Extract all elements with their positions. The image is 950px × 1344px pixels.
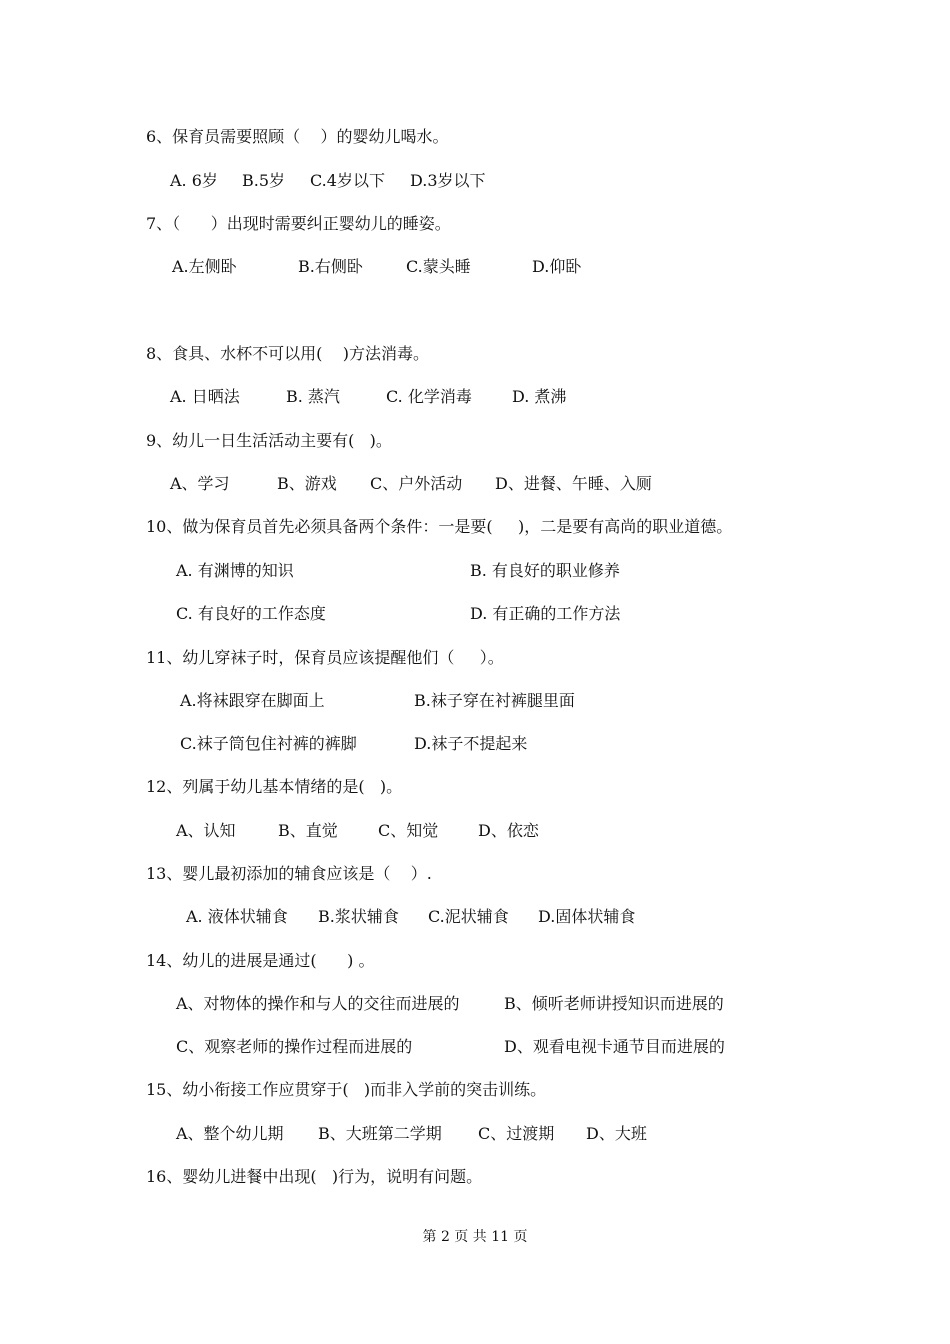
option: B. 有良好的职业修养: [470, 561, 620, 580]
option: B、直觉: [278, 821, 338, 840]
option: C、知觉: [378, 821, 439, 840]
option: B.浆状辅食: [318, 907, 399, 926]
option: D、进餐、午睡、入厕: [495, 474, 652, 493]
question-stem: 9、幼儿一日生活活动主要有( )。: [146, 431, 392, 450]
option: D、观看电视卡通节目而进展的: [504, 1037, 725, 1056]
option: D.3岁以下: [410, 171, 486, 190]
option: B.5岁: [242, 171, 286, 190]
option: B.右侧卧: [298, 257, 363, 276]
option: B、游戏: [277, 474, 337, 493]
option: A、整个幼儿期: [176, 1124, 284, 1143]
question-stem: 13、婴儿最初添加的辅食应该是（ ）.: [146, 864, 432, 883]
option: A. 日晒法: [170, 387, 240, 406]
option: D、大班: [586, 1124, 647, 1143]
question-stem: 14、幼儿的进展是通过( ) 。: [146, 951, 375, 970]
option: C.袜子筒包住衬裤的裤脚: [180, 734, 357, 753]
option: A.左侧卧: [172, 257, 237, 276]
option: C、过渡期: [478, 1124, 555, 1143]
question-stem: 7、（ ）出现时需要纠正婴幼儿的睡姿。: [146, 214, 451, 233]
question-stem: 12、列属于幼儿基本情绪的是( )。: [146, 777, 403, 796]
option: B.袜子穿在衬裤腿里面: [414, 691, 575, 710]
page-number: 第 2 页 共 11 页: [422, 1229, 528, 1245]
option: D. 煮沸: [512, 387, 567, 406]
option: D、依恋: [478, 821, 539, 840]
option: A、学习: [170, 474, 230, 493]
option: A. 有渊博的知识: [176, 561, 294, 580]
option: C. 化学消毒: [386, 387, 472, 406]
question-stem: 8、食具、水杯不可以用( )方法消毒。: [146, 344, 430, 363]
option: A.将袜跟穿在脚面上: [180, 691, 325, 710]
option: B、倾听老师讲授知识而进展的: [504, 994, 724, 1013]
question-stem: 10、做为保育员首先必须具备两个条件：一是要( )，二是要有高尚的职业道德。: [146, 517, 733, 536]
option: B. 蒸汽: [286, 387, 340, 406]
option: C.4岁以下: [310, 171, 385, 190]
option: C.泥状辅食: [428, 907, 509, 926]
question-stem: 6、保育员需要照顾（ ）的婴幼儿喝水。: [146, 127, 449, 146]
option: C、户外活动: [370, 474, 463, 493]
option: D. 有正确的工作方法: [470, 604, 621, 623]
option: D.袜子不提起来: [414, 734, 528, 753]
question-stem: 11、幼儿穿袜子时，保育员应该提醒他们（ ）。: [146, 648, 504, 667]
option: C、观察老师的操作过程而进展的: [176, 1037, 413, 1056]
option: A、认知: [176, 821, 236, 840]
option: C.蒙头睡: [406, 257, 471, 276]
option: C. 有良好的工作态度: [176, 604, 326, 623]
option: D.仰卧: [532, 257, 582, 276]
question-stem: 15、幼小衔接工作应贯穿于( )而非入学前的突击训练。: [146, 1080, 547, 1099]
option: D.固体状辅食: [538, 907, 636, 926]
option: B、大班第二学期: [318, 1124, 442, 1143]
option: A、对物体的操作和与人的交往而进展的: [176, 994, 460, 1013]
question-stem: 16、婴幼儿进餐中出现( )行为，说明有问题。: [146, 1167, 483, 1186]
option: A. 6岁: [170, 171, 218, 190]
option: A. 液体状辅食: [186, 907, 288, 926]
